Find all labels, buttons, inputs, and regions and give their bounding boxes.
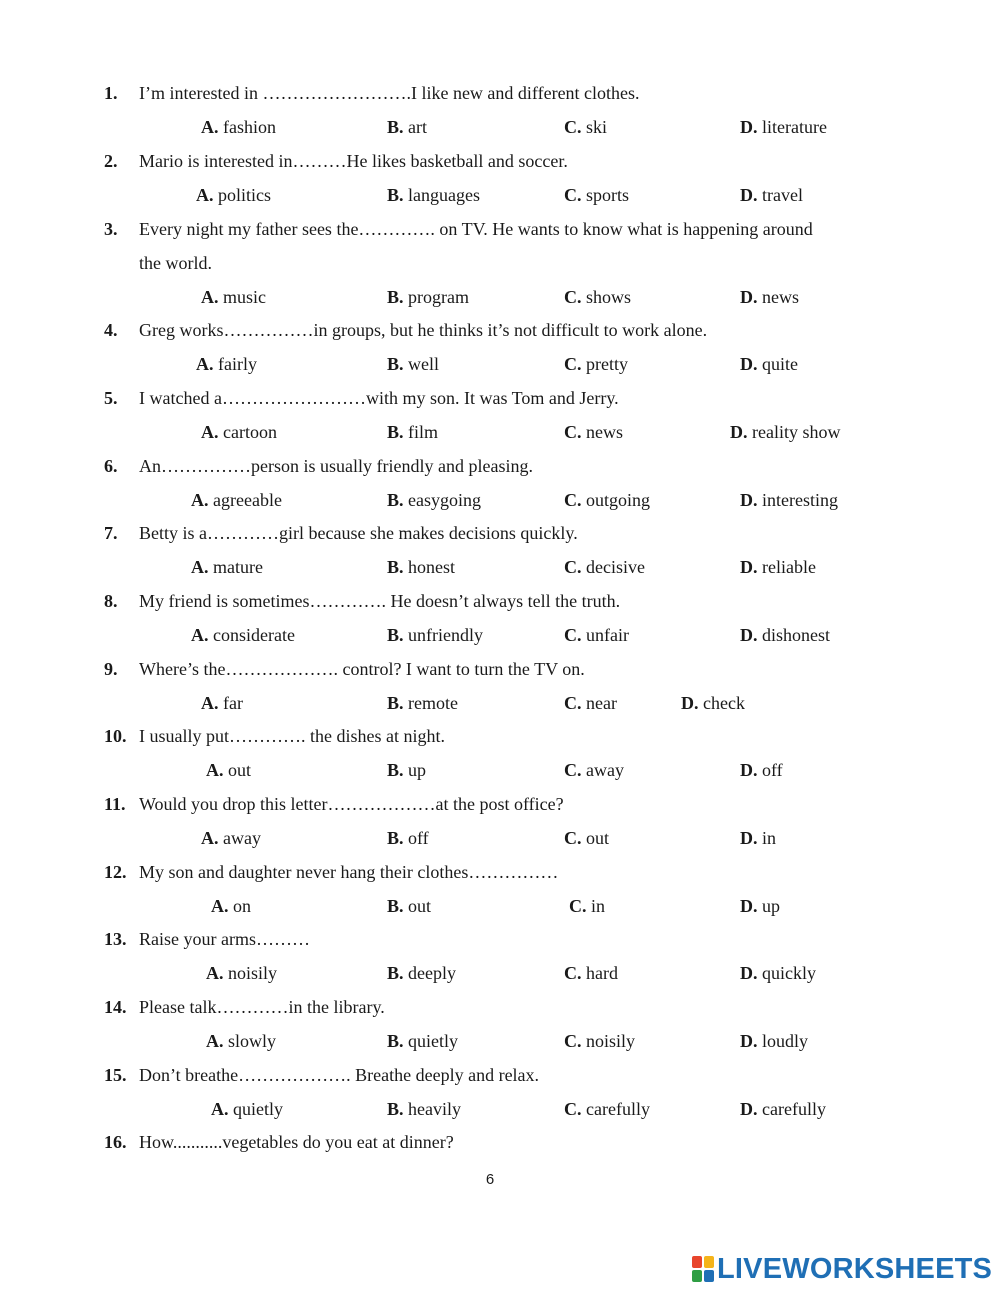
question-text: Would you drop this letter………………at the post office? (139, 794, 564, 814)
page-number: 6 (485, 1171, 495, 1188)
question-number: 4. (104, 320, 118, 340)
option-b[interactable]: B. deeply (387, 963, 456, 983)
question-number: 13. (104, 929, 127, 949)
option-d[interactable]: D. carefully (740, 1099, 826, 1119)
option-c[interactable]: C. noisily (564, 1031, 636, 1051)
option-c[interactable]: C. shows (564, 287, 632, 307)
question-number: 5. (104, 388, 118, 408)
option-c[interactable]: C. ski (564, 117, 608, 137)
option-a[interactable]: A. on (211, 896, 251, 916)
option-a[interactable]: A. agreeable (191, 490, 282, 510)
question-text: Don’t breathe………………. Breathe deeply and relax. (139, 1065, 540, 1085)
option-b[interactable]: B. heavily (387, 1099, 461, 1119)
option-c[interactable]: C. unfair (564, 625, 629, 645)
question-number: 2. (104, 151, 118, 171)
question-number: 15. (104, 1065, 127, 1085)
question-number: 11. (104, 794, 126, 814)
option-d[interactable]: D. check (681, 693, 745, 713)
option-d[interactable]: D. quickly (740, 963, 816, 983)
question-text: Mario is interested in………He likes basketball and soccer. (139, 151, 568, 171)
question-text: I’m interested in …………………….I like new and different clothes. (139, 83, 640, 103)
question-text: My friend is sometimes…………. He doesn’t always tell the truth. (139, 591, 621, 611)
option-d[interactable]: D. travel (740, 185, 803, 205)
option-a[interactable]: A. fairly (196, 354, 257, 374)
logo-square-v (692, 1270, 702, 1282)
option-d[interactable]: D. reliable (740, 557, 816, 577)
question-number: 16. (104, 1132, 127, 1152)
option-b[interactable]: B. remote (387, 693, 458, 713)
question-number: 7. (104, 523, 118, 543)
question-text: Betty is a…………girl because she makes decisions quickly. (139, 523, 578, 543)
option-a[interactable]: A. mature (191, 557, 263, 577)
option-c[interactable]: C. carefully (564, 1099, 650, 1119)
option-c[interactable]: C. sports (564, 185, 630, 205)
option-c[interactable]: C. away (564, 760, 624, 780)
question-number: 1. (104, 83, 118, 103)
option-c[interactable]: C. hard (564, 963, 618, 983)
question-text: Every night my father sees the…………. on TV. He wants to know what is happening around (139, 219, 813, 239)
question-number: 14. (104, 997, 127, 1017)
question-text: I usually put…………. the dishes at night. (139, 726, 445, 746)
option-a[interactable]: A. out (206, 760, 252, 780)
option-d[interactable]: D. interesting (740, 490, 838, 510)
option-b[interactable]: B. up (387, 760, 427, 780)
option-d[interactable]: D. reality show (730, 422, 841, 442)
option-a[interactable]: A. slowly (206, 1031, 277, 1051)
logo-square-i (704, 1256, 714, 1268)
liveworksheets-logo-icon (692, 1256, 714, 1282)
option-b[interactable]: B. film (387, 422, 439, 442)
option-d[interactable]: D. in (740, 828, 777, 848)
option-b[interactable]: B. easygoing (387, 490, 481, 510)
question-text-line-2: the world. (139, 253, 212, 273)
option-b[interactable]: B. languages (387, 185, 480, 205)
question-text: Raise your arms……… (139, 929, 310, 949)
option-a[interactable]: A. cartoon (201, 422, 277, 442)
question-number: 3. (104, 219, 118, 239)
option-b[interactable]: B. quietly (387, 1031, 459, 1051)
option-a[interactable]: A. noisily (206, 963, 278, 983)
option-c[interactable]: C. news (564, 422, 623, 442)
question-text: An……………person is usually friendly and pleasing. (139, 456, 533, 476)
option-b[interactable]: B. out (387, 896, 432, 916)
option-c[interactable]: C. out (564, 828, 610, 848)
option-a[interactable]: A. quietly (211, 1099, 283, 1119)
option-a[interactable]: A. fashion (201, 117, 276, 137)
question-text: Please talk…………in the library. (139, 997, 385, 1017)
option-b[interactable]: B. art (387, 117, 427, 137)
option-b[interactable]: B. well (387, 354, 440, 374)
question-number: 10. (104, 726, 127, 746)
question-text: How...........vegetables do you eat at dinner? (139, 1132, 454, 1152)
option-c[interactable]: C. decisive (564, 557, 645, 577)
option-a[interactable]: A. considerate (191, 625, 295, 645)
option-a[interactable]: A. politics (196, 185, 271, 205)
option-b[interactable]: B. honest (387, 557, 456, 577)
option-d[interactable]: D. news (740, 287, 799, 307)
question-text: Where’s the………………. control? I want to turn the TV on. (139, 659, 585, 679)
option-a[interactable]: A. away (201, 828, 261, 848)
option-d[interactable]: D. up (740, 896, 780, 916)
question-number: 6. (104, 456, 118, 476)
option-b[interactable]: B. unfriendly (387, 625, 483, 645)
option-d[interactable]: D. off (740, 760, 783, 780)
option-d[interactable]: D. loudly (740, 1031, 809, 1051)
option-b[interactable]: B. off (387, 828, 429, 848)
liveworksheets-logo[interactable] (692, 1253, 992, 1285)
brand-name: LIVEWORKSHEETS (717, 1252, 993, 1285)
option-d[interactable]: D. dishonest (740, 625, 831, 645)
logo-square-l (692, 1256, 702, 1268)
option-d[interactable]: D. literature (740, 117, 827, 137)
question-text: My son and daughter never hang their clothes…………… (139, 862, 559, 882)
option-a[interactable]: A. music (201, 287, 266, 307)
option-c[interactable]: C. in (569, 896, 606, 916)
question-text: I watched a……………………with my son. It was Tom and Jerry. (139, 388, 619, 408)
logo-square-e (704, 1270, 714, 1282)
option-b[interactable]: B. program (387, 287, 469, 307)
option-a[interactable]: A. far (201, 693, 243, 713)
question-text: Greg works……………in groups, but he thinks it’s not difficult to work alone. (139, 320, 708, 340)
question-number: 9. (104, 659, 118, 679)
question-number: 12. (104, 862, 127, 882)
question-number: 8. (104, 591, 118, 611)
option-c[interactable]: C. pretty (564, 354, 628, 374)
option-c[interactable]: C. near (564, 693, 617, 713)
option-d[interactable]: D. quite (740, 354, 798, 374)
option-c[interactable]: C. outgoing (564, 490, 651, 510)
